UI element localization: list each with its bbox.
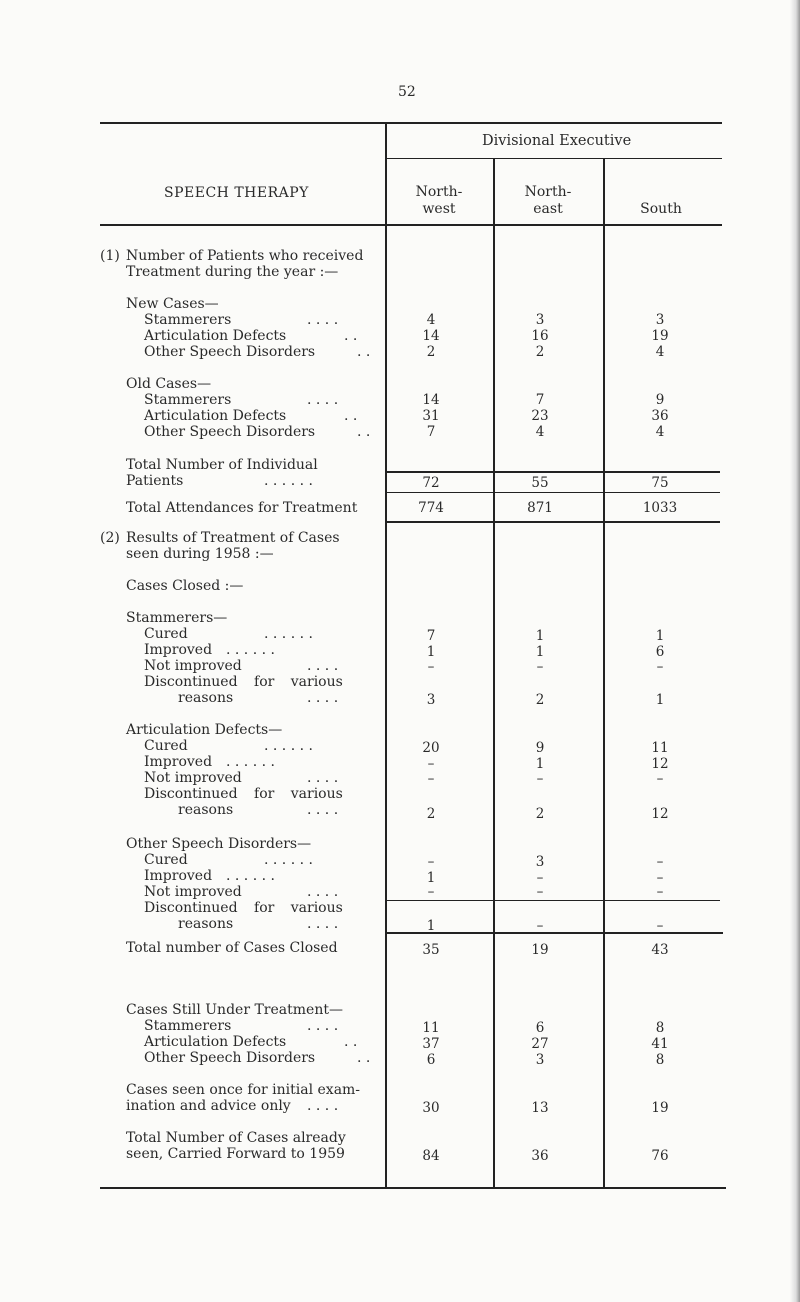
cell-st-cured-col2: 1 [535, 628, 545, 644]
cell-ot-cured-col2: 3 [535, 854, 545, 870]
dots: . . . . [307, 884, 339, 900]
dots: . . . . [307, 392, 339, 408]
section-1-number: (1) [100, 248, 120, 264]
cell-new-artic-col1: 14 [422, 328, 440, 344]
dots: . . . . [307, 312, 339, 328]
old-cases-heading: Old Cases— [126, 376, 212, 392]
dots: . . [357, 344, 371, 360]
cell-still-stam-col2: 6 [535, 1020, 545, 1036]
cell-old-other-col1: 7 [426, 424, 436, 440]
label-ot-reasons: reasons [178, 916, 234, 932]
cell-new-artic-col2: 16 [531, 328, 549, 344]
label-ar-improved: Improved [144, 754, 213, 770]
page-number: 52 [398, 84, 416, 100]
dots: . . [357, 1050, 371, 1066]
top-rule [100, 122, 722, 124]
cell-total-att-col2: 871 [527, 500, 553, 516]
label-carried-forward-cont: seen, Carried Forward to 1959 [126, 1146, 345, 1162]
cell-seen-once-col3: 19 [651, 1100, 669, 1116]
rule-total-indiv [385, 471, 720, 473]
cell-carried-col3: 76 [651, 1148, 669, 1164]
dots: . . . . [307, 690, 339, 706]
section-1-heading-cont: Treatment during the year :— [126, 264, 339, 280]
label-st-cured: Cured [144, 626, 188, 642]
label-ar-not-improved: Not improved [144, 770, 242, 786]
cell-total-closed-col3: 43 [651, 942, 669, 958]
cell-ot-notimp-col2: – [536, 884, 544, 900]
cell-new-artic-col3: 19 [651, 328, 669, 344]
label-ot-cured: Cured [144, 852, 188, 868]
other-heading: Other Speech Disorders— [126, 836, 312, 852]
cell-old-artic-col3: 36 [651, 408, 669, 424]
cell-ot-improved-col1: 1 [426, 870, 436, 886]
cell-ar-disc-col3: 12 [651, 806, 669, 822]
cell-ot-disc-col2: – [536, 918, 544, 934]
label-ot-not-improved: Not improved [144, 884, 242, 900]
cell-ar-cured-col3: 11 [651, 740, 669, 756]
cell-ot-disc-col3: – [656, 918, 664, 934]
cell-ot-cured-col1: – [427, 854, 435, 870]
label-ar-discontinued: Discontinued for various [144, 786, 343, 802]
cell-ar-improved-col3: 12 [651, 756, 669, 772]
dots: . . . . . . [264, 738, 313, 754]
label-still-articulation: Articulation Defects [144, 1034, 287, 1050]
section-2-heading: Results of Treatment of Cases [126, 530, 340, 546]
col-header-northeast: North- east [524, 184, 572, 217]
cell-old-artic-col2: 23 [531, 408, 549, 424]
rule-total-att-top [385, 492, 720, 493]
dots: . . . . [307, 770, 339, 786]
cell-total-att-col3: 1033 [642, 500, 678, 516]
label-old-other: Other Speech Disorders [144, 424, 316, 440]
label-ot-improved: Improved [144, 868, 213, 884]
dots: . . [344, 408, 358, 424]
cell-old-other-col3: 4 [655, 424, 665, 440]
cell-ar-cured-col1: 20 [422, 740, 440, 756]
cell-still-artic-col3: 41 [651, 1036, 669, 1052]
header-rule [100, 224, 722, 226]
page-edge [790, 0, 800, 1302]
cell-ot-improved-col3: – [656, 870, 664, 886]
cell-st-cured-col1: 7 [426, 628, 436, 644]
cell-new-other-col2: 2 [535, 344, 545, 360]
cell-ar-improved-col1: – [427, 756, 435, 772]
new-cases-heading: New Cases— [126, 296, 219, 312]
section-2-number: (2) [100, 530, 120, 546]
cell-st-notimp-col2: – [536, 659, 544, 675]
label-new-articulation: Articulation Defects [144, 328, 287, 344]
cell-total-closed-col2: 19 [531, 942, 549, 958]
label-seen-once-cont: ination and advice only [126, 1098, 291, 1114]
cell-ar-notimp-col2: – [536, 771, 544, 787]
label-st-reasons: reasons [178, 690, 234, 706]
label-still-stammerers: Stammerers [144, 1018, 232, 1034]
label-total-attendances: Total Attendances for Treatment [126, 500, 358, 516]
group-header: Divisional Executive [482, 133, 632, 149]
label-new-stammerers: Stammerers [144, 312, 232, 328]
col-header-northwest: North- west [415, 184, 463, 217]
dots: . . . . . . [264, 852, 313, 868]
cell-st-disc-col2: 2 [535, 692, 545, 708]
cell-new-stam-col3: 3 [655, 312, 665, 328]
cell-total-closed-col1: 35 [422, 942, 440, 958]
cell-st-disc-col1: 3 [426, 692, 436, 708]
dots: . . . . [307, 658, 339, 674]
still-under-heading: Cases Still Under Treatment— [126, 1002, 343, 1018]
cell-ar-notimp-col3: – [656, 771, 664, 787]
cell-ot-cured-col3: – [656, 854, 664, 870]
cell-ar-disc-col1: 2 [426, 806, 436, 822]
label-total-individual: Total Number of Individual [126, 457, 318, 473]
subheader-rule [385, 158, 722, 159]
label-st-improved: Improved [144, 642, 213, 658]
label-seen-once: Cases seen once for initial exam- [126, 1082, 361, 1098]
dots: . . . . [307, 916, 339, 932]
cell-carried-col1: 84 [422, 1148, 440, 1164]
cell-old-stam-col1: 14 [422, 392, 440, 408]
cell-total-indiv-col2: 55 [531, 475, 549, 491]
cell-st-improved-col1: 1 [426, 644, 436, 660]
section-2-heading-cont: seen during 1958 :— [126, 546, 274, 562]
cell-total-indiv-col1: 72 [422, 475, 440, 491]
label-ot-discontinued: Discontinued for various [144, 900, 343, 916]
dots: . . . . . . [226, 642, 275, 658]
table-title: SPEECH THERAPY [164, 185, 309, 201]
dots: . . . . [307, 802, 339, 818]
cell-total-att-col1: 774 [418, 500, 444, 516]
dots: . . . . [307, 1018, 339, 1034]
cell-new-other-col1: 2 [426, 344, 436, 360]
dots: . . . . [307, 1098, 339, 1114]
label-carried-forward: Total Number of Cases already [126, 1130, 346, 1146]
dots: . . [344, 328, 358, 344]
cell-st-improved-col2: 1 [535, 644, 545, 660]
dots: . . . . . . [226, 868, 275, 884]
cell-still-other-col3: 8 [655, 1052, 665, 1068]
label-new-other: Other Speech Disorders [144, 344, 316, 360]
cell-still-other-col2: 3 [535, 1052, 545, 1068]
cell-st-improved-col3: 6 [655, 644, 665, 660]
col-divider-1 [385, 122, 387, 1188]
label-ar-cured: Cured [144, 738, 188, 754]
section-1-heading: Number of Patients who received [126, 248, 364, 264]
label-st-discontinued: Discontinued for various [144, 674, 343, 690]
cell-new-stam-col1: 4 [426, 312, 436, 328]
cell-seen-once-col2: 13 [531, 1100, 549, 1116]
cell-ot-improved-col2: – [536, 870, 544, 886]
dots: . . . . . . [264, 626, 313, 642]
cell-st-disc-col3: 1 [655, 692, 665, 708]
label-old-stammerers: Stammerers [144, 392, 232, 408]
cell-ot-notimp-col1: – [427, 884, 435, 900]
col-divider-2 [493, 158, 495, 1188]
cell-ar-improved-col2: 1 [535, 756, 545, 772]
cell-ot-notimp-col3: – [656, 884, 664, 900]
rule-closed-top [385, 900, 720, 901]
articulation-heading: Articulation Defects— [126, 722, 283, 738]
cell-st-notimp-col1: – [427, 659, 435, 675]
cell-st-cured-col3: 1 [655, 628, 665, 644]
label-total-closed: Total number of Cases Closed [126, 940, 338, 956]
cell-ar-cured-col2: 9 [535, 740, 545, 756]
cell-old-stam-col3: 9 [655, 392, 665, 408]
dots: . . . . . . [264, 473, 313, 489]
cell-ar-disc-col2: 2 [535, 806, 545, 822]
cell-seen-once-col1: 30 [422, 1100, 440, 1116]
label-total-individual-cont: Patients [126, 473, 184, 489]
cell-still-artic-col2: 27 [531, 1036, 549, 1052]
cell-st-notimp-col3: – [656, 659, 664, 675]
cell-new-stam-col2: 3 [535, 312, 545, 328]
cell-still-stam-col1: 11 [422, 1020, 440, 1036]
cell-still-other-col1: 6 [426, 1052, 436, 1068]
col-header-south: South [640, 201, 682, 217]
cell-old-artic-col1: 31 [422, 408, 440, 424]
label-ar-reasons: reasons [178, 802, 234, 818]
rule-total-att-bottom [385, 521, 720, 523]
label-old-articulation: Articulation Defects [144, 408, 287, 424]
cell-still-stam-col3: 8 [655, 1020, 665, 1036]
col-divider-3 [603, 158, 605, 1188]
label-st-not-improved: Not improved [144, 658, 242, 674]
cases-closed-heading: Cases Closed :— [126, 578, 244, 594]
cell-old-other-col2: 4 [535, 424, 545, 440]
cell-old-stam-col2: 7 [535, 392, 545, 408]
cell-ot-disc-col1: 1 [426, 918, 436, 934]
dots: . . . . . . [226, 754, 275, 770]
stammerers-heading: Stammerers— [126, 610, 228, 626]
cell-still-artic-col1: 37 [422, 1036, 440, 1052]
cell-total-indiv-col3: 75 [651, 475, 669, 491]
cell-carried-col2: 36 [531, 1148, 549, 1164]
label-still-other: Other Speech Disorders [144, 1050, 316, 1066]
cell-new-other-col3: 4 [655, 344, 665, 360]
dots: . . [357, 424, 371, 440]
bottom-rule [100, 1187, 726, 1189]
dots: . . [344, 1034, 358, 1050]
cell-ar-notimp-col1: – [427, 771, 435, 787]
